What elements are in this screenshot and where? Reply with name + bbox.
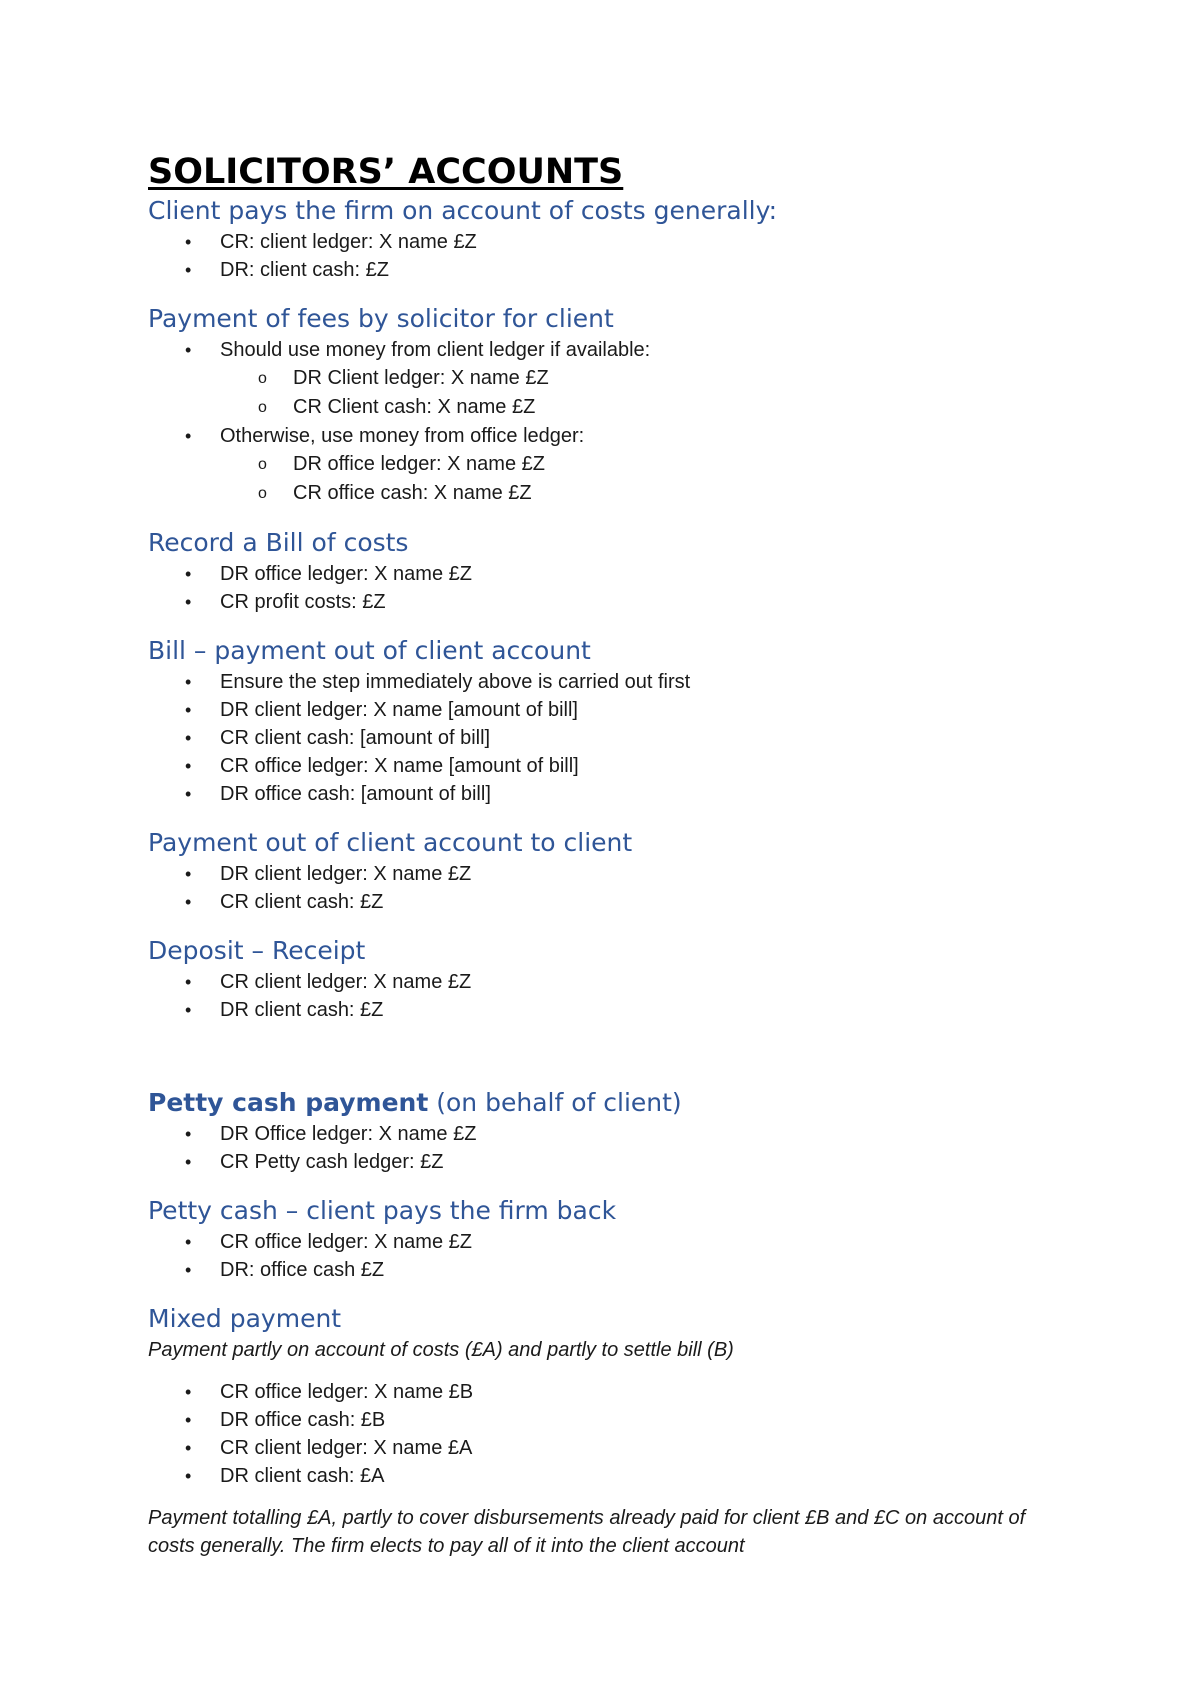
bullet-icon: • (185, 564, 192, 584)
bullet-icon: • (185, 972, 192, 992)
sub-list-item: o CR office cash: X name £Z (148, 479, 1148, 508)
bullet-icon: • (185, 756, 192, 776)
section-deposit-receipt (148, 934, 1148, 1024)
bullet-icon: • (185, 728, 192, 748)
list-item: • CR office ledger: X name £Z (148, 1228, 1148, 1256)
section-heading: Bill – payment out of client account (148, 636, 591, 665)
list-item: • CR office ledger: X name £B (148, 1378, 1148, 1406)
list-item: • CR client ledger: X name £Z (148, 968, 1148, 996)
bullet-icon: • (185, 260, 192, 280)
bullet-list (148, 1378, 1148, 1490)
section-heading: Client pays the firm on account of costs generally: (148, 196, 778, 225)
sub-list-item: o DR Client ledger: X name £Z (148, 364, 1148, 393)
bullet-icon: • (185, 426, 192, 446)
section-heading: Mixed payment (148, 1304, 342, 1333)
section-heading: Payment out of client account to client (148, 828, 633, 857)
list-item: • CR office ledger: X name [amount of bill] (148, 752, 1148, 780)
bullet-list (148, 968, 1148, 1024)
section-petty-cash-payment (148, 1086, 1148, 1176)
list-item: • CR: client ledger: X name £Z (148, 228, 1148, 256)
section-heading: Petty cash – client pays the firm back (148, 1196, 617, 1225)
section-heading: Deposit – Receipt (148, 936, 366, 965)
bullet-icon: • (185, 700, 192, 720)
list-item: • DR client ledger: X name [amount of bill] (148, 696, 1148, 724)
sub-bullet-icon: o (258, 399, 267, 416)
list-item: • Ensure the step immediately above is carried out first (148, 668, 1148, 696)
bullet-list (148, 228, 1148, 284)
sub-bullet-icon: o (258, 456, 267, 473)
section-client-pays-on-account (148, 194, 1148, 284)
list-item: • DR client cash: £Z (148, 996, 1148, 1024)
section-record-bill (148, 526, 1148, 616)
bullet-icon: • (185, 1124, 192, 1144)
bullet-list (148, 668, 1148, 808)
list-item: • CR client cash: £Z (148, 888, 1148, 916)
section-payment-of-fees (148, 302, 1148, 508)
list-item: • CR profit costs: £Z (148, 588, 1148, 616)
bullet-icon: • (185, 672, 192, 692)
bullet-icon: • (185, 1410, 192, 1430)
bullet-list (148, 336, 1148, 508)
sub-list-item: o DR office ledger: X name £Z (148, 450, 1148, 479)
sub-list-item: o CR Client cash: X name £Z (148, 393, 1148, 422)
sub-bullet-icon: o (258, 485, 267, 502)
bullet-icon: • (185, 864, 192, 884)
bullet-icon: • (185, 892, 192, 912)
italic-note: Payment partly on account of costs (£A) and partly to settle bill (B) (148, 1339, 734, 1361)
section-heading: Petty cash payment (on behalf of client) (148, 1088, 682, 1117)
section-heading: Payment of fees by solicitor for client (148, 304, 614, 333)
list-item: • DR office cash: £B (148, 1406, 1148, 1434)
bullet-list (148, 1228, 1148, 1284)
bullet-list (148, 860, 1148, 916)
list-item: • Should use money from client ledger if available: (148, 336, 1148, 364)
section-bill-payment-out (148, 634, 1148, 808)
list-item: • Otherwise, use money from office ledger: (148, 422, 1148, 450)
section-mixed-payment (148, 1302, 1148, 1560)
bullet-icon: • (185, 232, 192, 252)
section-payment-to-client (148, 826, 1148, 916)
list-item: • DR office cash: [amount of bill] (148, 780, 1148, 808)
bullet-icon: • (185, 1152, 192, 1172)
list-item: • CR Petty cash ledger: £Z (148, 1148, 1148, 1176)
sub-bullet-icon: o (258, 370, 267, 387)
bullet-list (148, 1120, 1148, 1176)
bullet-icon: • (185, 592, 192, 612)
list-item: • DR office ledger: X name £Z (148, 560, 1148, 588)
list-item: • DR client cash: £A (148, 1462, 1148, 1490)
list-item: • DR Office ledger: X name £Z (148, 1120, 1148, 1148)
bullet-icon: • (185, 1000, 192, 1020)
bullet-icon: • (185, 340, 192, 360)
bullet-icon: • (185, 784, 192, 804)
bullet-icon: • (185, 1232, 192, 1252)
bullet-icon: • (185, 1438, 192, 1458)
list-item: • CR client ledger: X name £A (148, 1434, 1148, 1462)
section-heading: Record a Bill of costs (148, 528, 409, 557)
bullet-icon: • (185, 1466, 192, 1486)
italic-note: Payment totalling £A, partly to cover disbursements already paid for client £B and £C on account of costs generally. The firm elects to pay all of it into the client account (148, 1507, 1026, 1557)
list-item: • DR client ledger: X name £Z (148, 860, 1148, 888)
bullet-icon: • (185, 1260, 192, 1280)
bullet-list (148, 560, 1148, 616)
section-petty-cash-pay-back (148, 1194, 1148, 1284)
list-item: • DR: office cash £Z (148, 1256, 1148, 1284)
document-page (148, 150, 1148, 1578)
list-item: • DR: client cash: £Z (148, 256, 1148, 284)
document-title: SOLICITORS’ ACCOUNTS (148, 152, 624, 192)
list-item: • CR client cash: [amount of bill] (148, 724, 1148, 752)
bullet-icon: • (185, 1382, 192, 1402)
